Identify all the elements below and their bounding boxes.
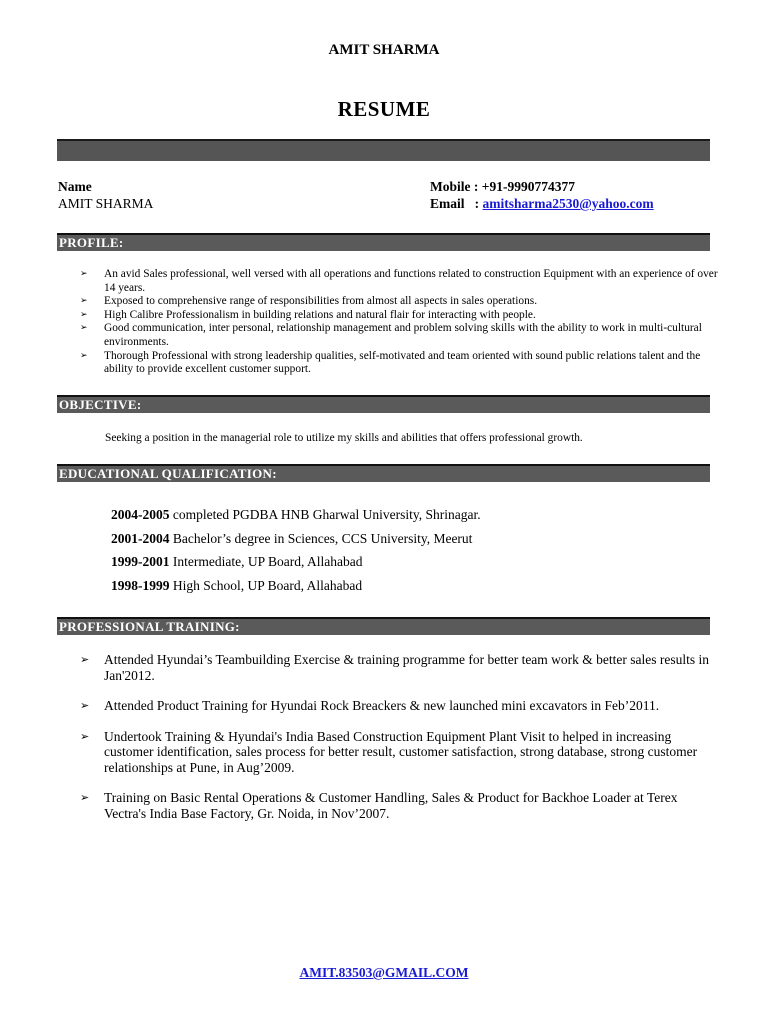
education-item [111, 527, 481, 551]
resume-title: RESUME [337, 97, 431, 121]
list-item: ➢ Exposed to comprehensive range of responsibilities from almost all aspects in sales operations. [78, 295, 718, 309]
education-years: 1999-2001 [111, 554, 170, 569]
list-item: ➢ Good communication, inter personal, relationship management and problem solving skills with the ability to work in multi-cultural environments. [78, 322, 718, 349]
profile-heading: PROFILE: [57, 233, 710, 251]
name-label: Name [58, 179, 92, 194]
training-heading: PROFESSIONAL TRAINING: [57, 617, 710, 635]
education-text: completed PGDBA HNB Gharwal University, Shrinagar. [169, 507, 481, 522]
name-value: AMIT SHARMA [58, 196, 154, 211]
objective-text: Seeking a position in the managerial role to utilize my skills and abilities that offers professional growth. [105, 432, 583, 444]
contact-name-block [58, 178, 153, 212]
education-text: Bachelor’s degree in Sciences, CCS University, Meerut [169, 530, 473, 546]
mobile-label: Mobile : [430, 179, 482, 194]
mobile-value: +91-9990774377 [481, 179, 575, 194]
mobile-line [430, 178, 654, 195]
footer-email [0, 965, 768, 981]
education-text: Intermediate, UP Board, Allahabad [169, 554, 363, 569]
education-years: 1998-1999 [111, 577, 170, 593]
education-heading: EDUCATIONAL QUALIFICATION: [57, 464, 710, 482]
list-item: ➢ Thorough Professional with strong leadership qualities, self-motivated and team oriented with sound public relations talent and the ability to provide excellent customer support. [78, 350, 718, 377]
profile-list [78, 268, 718, 377]
footer-email-link[interactable]: AMIT.83503@GMAIL.COM [299, 965, 469, 980]
education-years: 2004-2005 [111, 507, 170, 522]
list-item: ➢ Undertook Training & Hyundai's India Based Construction Equipment Plant Visit to helped in increasing customer identification, sales process for better result, customer satisfaction, strong database, strong customer relationships at Pune, in Aug’2009. [78, 729, 718, 776]
list-item: ➢ Training on Basic Rental Operations & Customer Handling, Sales & Product for Backhoe Loader at Terex Vectra's India Base Factory, Gr. Noida, in Nov’2007. [78, 790, 718, 821]
email-label: Email : [430, 196, 483, 211]
list-item: ➢ High Calibre Professionalism in building relations and natural flair for interacting with people. [78, 309, 718, 323]
education-item [111, 574, 481, 598]
education-list [111, 503, 481, 597]
list-item: ➢ An avid Sales professional, well versed with all operations and functions related to construction Equipment with an experience of over 14 years. [78, 268, 718, 295]
contact-info-block [430, 178, 654, 212]
header-divider-bar [57, 139, 710, 161]
education-text: High School, UP Board, Allahabad [169, 577, 363, 593]
education-years: 2001-2004 [111, 530, 170, 546]
objective-heading: OBJECTIVE: [57, 395, 710, 413]
training-list [78, 652, 718, 836]
education-item [111, 503, 481, 527]
list-item: ➢ Attended Product Training for Hyundai Rock Breackers & new launched mini excavators in Feb’2011. [78, 698, 718, 714]
list-item: ➢ Attended Hyundai’s Teambuilding Exercise & training programme for better team work & better sales results in Jan'2012. [78, 652, 718, 683]
email-line [430, 195, 654, 212]
header-name: AMIT SHARMA [328, 42, 440, 58]
email-link[interactable]: amitsharma2530@yahoo.com [482, 196, 654, 211]
education-item [111, 550, 481, 574]
